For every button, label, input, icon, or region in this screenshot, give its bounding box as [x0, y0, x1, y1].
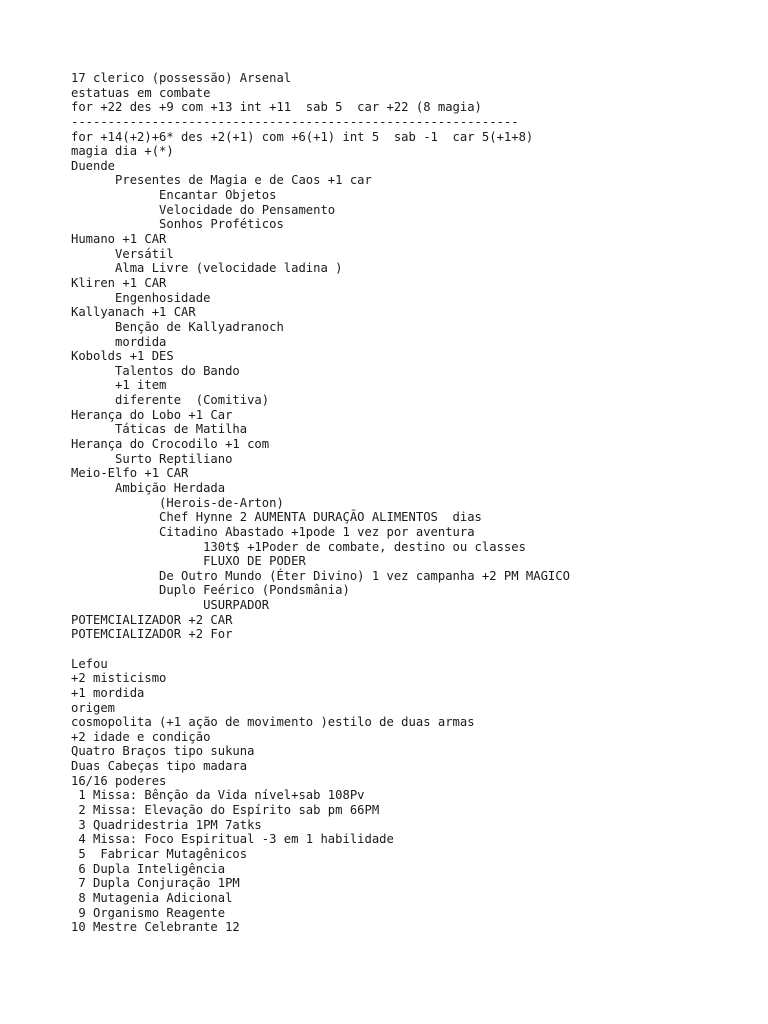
text-line: Duplo Feérico (Pondsmânia): [71, 583, 350, 598]
document-body: [71, 71, 751, 935]
text-line: Presentes de Magia e de Caos +1 car: [71, 173, 372, 188]
text-line: +2 misticismo: [71, 671, 167, 686]
list-item: 8 Mutagenia Adicional: [71, 890, 233, 905]
text-line: Chef Hynne 2 AUMENTA DURAÇÃO ALIMENTOS dias: [71, 510, 482, 525]
list-item: 3 Quadridestria 1PM 7atks: [71, 817, 262, 832]
text-line: for +22 des +9 com +13 int +11 sab 5 car +22 (8 magia): [71, 100, 482, 115]
divider-line: -------------------------------------------------------------: [71, 114, 519, 129]
text-line: for +14(+2)+6* des +2(+1) com +6(+1) int 5 sab -1 car 5(+1+8): [71, 129, 534, 144]
text-line: Táticas de Matilha: [71, 422, 248, 437]
text-line: Benção de Kallyadranoch: [71, 319, 284, 334]
text-line: Quatro Braços tipo sukuna: [71, 744, 255, 759]
text-line: Talentos do Bando: [71, 363, 240, 378]
text-line: +1 mordida: [71, 685, 145, 700]
text-line: 17 clerico (possessão) Arsenal: [71, 71, 292, 85]
text-line: Duas Cabeças tipo madara: [71, 759, 248, 774]
text-line: +2 idade e condição: [71, 729, 211, 744]
text-line: Ambição Herdada: [71, 480, 226, 495]
text-line: (Herois-de-Arton): [71, 495, 284, 510]
text-line: cosmopolita (+1 ação de movimento )estilo de duas armas: [71, 715, 475, 730]
list-item: 5 Fabricar Mutagênicos: [71, 846, 248, 861]
text-line: USURPADOR: [71, 598, 270, 613]
text-line: De Outro Mundo (Éter Divino) 1 vez campanha +2 PM MAGICO: [71, 568, 570, 583]
text-line: Kliren +1 CAR: [71, 275, 167, 290]
text-line: Versátil: [71, 246, 174, 261]
list-item: 7 Dupla Conjuração 1PM: [71, 876, 240, 891]
text-line: Engenhosidade: [71, 290, 211, 305]
list-item: 1 Missa: Bênção da Vida nível+sab 108Pv: [71, 788, 365, 803]
text-line: Herança do Crocodilo +1 com: [71, 437, 270, 452]
list-item: 4 Missa: Foco Espiritual -3 em 1 habilidade: [71, 832, 394, 847]
text-line: Meio-Elfo +1 CAR: [71, 466, 189, 481]
text-line: +1 item: [71, 378, 167, 393]
text-line: Sonhos Proféticos: [71, 217, 284, 232]
text-line: Surto Reptiliano: [71, 451, 233, 466]
text-line: Herança do Lobo +1 Car: [71, 407, 233, 422]
text-line: Encantar Objetos: [71, 188, 277, 203]
text-line: Humano +1 CAR: [71, 232, 167, 247]
text-line: Kobolds +1 DES: [71, 349, 174, 364]
text-line: 130t$ +1Poder de combate, destino ou classes: [71, 539, 526, 554]
text-line: Lefou: [71, 656, 108, 671]
text-line: Velocidade do Pensamento: [71, 202, 336, 217]
text-line: Citadino Abastado +1pode 1 vez por aventura: [71, 524, 475, 539]
text-line: Alma Livre (velocidade ladina ): [71, 261, 343, 276]
text-line: magia dia +(*): [71, 144, 174, 159]
text-line: 16/16 poderes: [71, 773, 167, 788]
text-line: FLUXO DE PODER: [71, 554, 306, 569]
text-line: Duende: [71, 158, 116, 173]
list-item: 10 Mestre Celebrante 12: [71, 920, 240, 935]
text-line: estatuas em combate: [71, 85, 211, 100]
list-item: 9 Organismo Reagente: [71, 905, 226, 920]
text-line: POTEMCIALIZADOR +2 CAR: [71, 612, 233, 627]
blank-line: [71, 642, 751, 657]
text-line: POTEMCIALIZADOR +2 For: [71, 627, 233, 642]
text-line: diferente (Comitiva): [71, 393, 270, 408]
text-line: mordida: [71, 334, 167, 349]
text-line: Kallyanach +1 CAR: [71, 305, 196, 320]
list-item: 2 Missa: Elevação do Espírito sab pm 66PM: [71, 803, 380, 818]
text-line: origem: [71, 700, 116, 715]
list-item: 6 Dupla Inteligência: [71, 861, 226, 876]
